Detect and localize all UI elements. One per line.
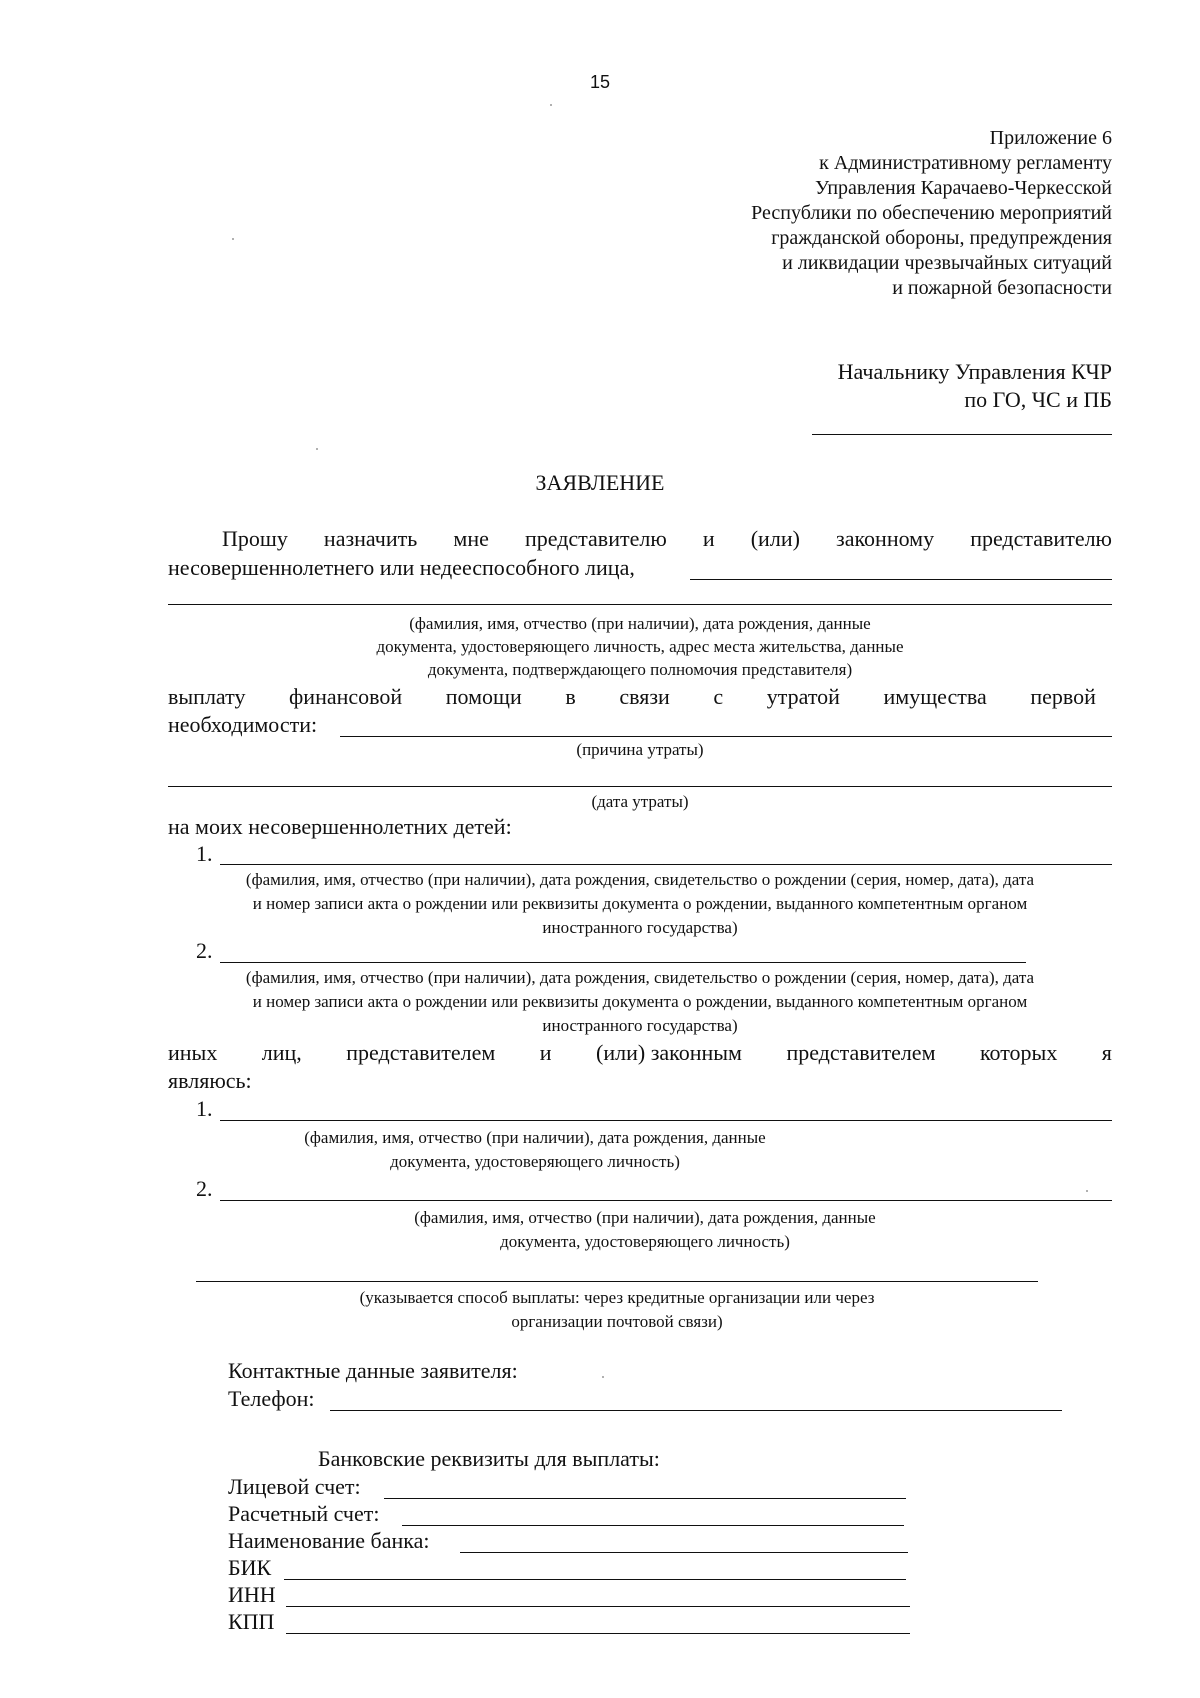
scan-speck <box>316 448 318 450</box>
bik-field[interactable] <box>284 1579 906 1580</box>
loss-reason-hint: (причина утраты) <box>576 740 704 759</box>
children-heading: на моих несовершеннолетних детей: <box>168 814 512 839</box>
child-1-field[interactable] <box>220 864 1112 865</box>
hint-line: документа, удостоверяющего личность, адрес места жительства, данные <box>376 637 904 656</box>
appendix-line: и ликвидации чрезвычайных ситуаций <box>782 252 1112 274</box>
request-line-2: несовершеннолетнего или недееспособного лица, <box>168 555 635 580</box>
others-line-2: являюсь: <box>168 1068 252 1093</box>
loss-reason-field[interactable] <box>340 736 1112 737</box>
child-2-hint <box>168 966 1112 1038</box>
appendix-line: Приложение 6 <box>989 127 1112 149</box>
settlement-account-field[interactable] <box>402 1525 904 1526</box>
hint-line: документа, удостоверяющего личность) <box>390 1152 680 1171</box>
inn-label: ИНН <box>228 1582 276 1607</box>
hint-line: иностранного государства) <box>542 1016 738 1035</box>
phone-label: Телефон: <box>228 1386 315 1411</box>
other-1-field[interactable] <box>220 1120 1112 1121</box>
payment-line-1 <box>168 684 1096 710</box>
addressee-signature-field[interactable] <box>812 434 1112 435</box>
scan-speck <box>550 104 552 106</box>
representative-hint <box>168 612 1112 681</box>
request-word: (или) <box>750 526 800 551</box>
payment-word: связи <box>619 684 670 709</box>
bik-label: БИК <box>228 1555 272 1580</box>
child-2-number: 2. <box>196 938 213 963</box>
hint-line: (фамилия, имя, отчество (при наличии), дата рождения, данные <box>304 1128 766 1147</box>
settlement-account-label: Расчетный счет: <box>228 1501 380 1526</box>
addressee-block <box>838 358 1112 414</box>
scan-speck <box>1086 1190 1088 1192</box>
hint-line: и номер записи акта о рождении или реквизиты документа о рождении, выданного компетентным органом <box>252 894 1028 913</box>
other-2-field[interactable] <box>220 1200 1112 1201</box>
hint-line: документа, удостоверяющего личность) <box>500 1232 790 1251</box>
kpp-label: КПП <box>228 1609 275 1634</box>
request-word: назначить <box>323 526 418 551</box>
hint-line: (фамилия, имя, отчество (при наличии), дата рождения, свидетельство о рождении (серия, номер, дата), дата <box>245 968 1035 987</box>
request-word: и <box>702 526 715 551</box>
payment-word: имущества <box>883 684 987 709</box>
payment-method-field[interactable] <box>196 1281 1038 1282</box>
child-1-hint <box>168 868 1112 940</box>
phone-field[interactable] <box>330 1410 1062 1411</box>
hint-line: (фамилия, имя, отчество (при наличии), дата рождения, данные <box>414 1208 876 1227</box>
child-1-number: 1. <box>196 841 213 866</box>
other-1-hint <box>210 1126 860 1174</box>
hint-line: (указывается способ выплаты: через кредитные организации или через <box>359 1288 875 1307</box>
payment-word: выплату <box>168 684 246 709</box>
hint-line: и номер записи акта о рождении или реквизиты документа о рождении, выданного компетентным органом <box>252 992 1028 1011</box>
others-word: иных <box>168 1040 218 1065</box>
hint-line: (фамилия, имя, отчество (при наличии), дата рождения, данные <box>409 614 871 633</box>
appendix-line: и пожарной безопасности <box>892 277 1112 299</box>
appendix-block <box>751 126 1112 301</box>
bank-name-field[interactable] <box>460 1552 908 1553</box>
document-title: ЗАЯВЛЕНИЕ <box>535 470 665 495</box>
appendix-line: Управления Карачаево-Черкесской <box>814 177 1112 199</box>
scan-speck <box>602 1376 604 1378</box>
representative-field-2[interactable] <box>168 604 1112 605</box>
personal-account-field[interactable] <box>384 1498 906 1499</box>
others-word: которых <box>979 1040 1058 1065</box>
contacts-heading: Контактные данные заявителя: <box>228 1358 518 1383</box>
loss-date-hint: (дата утраты) <box>591 792 689 811</box>
payment-word: первой <box>1030 684 1096 709</box>
hint-line: иностранного государства) <box>542 918 738 937</box>
others-word: представителем <box>346 1040 496 1065</box>
scan-speck <box>232 238 234 240</box>
loss-date-field[interactable] <box>168 786 1112 787</box>
other-2-number: 2. <box>196 1176 213 1201</box>
payment-line-2: необходимости: <box>168 712 318 737</box>
request-word: законному <box>836 526 935 551</box>
request-line-1 <box>222 526 1112 552</box>
page-number: 15 <box>589 72 611 92</box>
request-word: представителю <box>524 526 667 551</box>
addressee-line-1: Начальнику Управления КЧР <box>837 359 1112 384</box>
others-line-1 <box>168 1040 1112 1066</box>
appendix-line: гражданской обороны, предупреждения <box>771 227 1112 249</box>
others-word: я <box>1101 1040 1112 1065</box>
hint-line: документа, подтверждающего полномочия представителя) <box>427 660 853 679</box>
payment-word: утратой <box>766 684 840 709</box>
payment-word: с <box>713 684 724 709</box>
others-word: и <box>539 1040 552 1065</box>
hint-line: организации почтовой связи) <box>511 1312 723 1331</box>
others-word: лиц, <box>261 1040 302 1065</box>
kpp-field[interactable] <box>286 1633 910 1634</box>
bank-name-label: Наименование банка: <box>228 1528 430 1553</box>
payment-word: финансовой <box>289 684 403 709</box>
addressee-line-2: по ГО, ЧС и ПБ <box>964 387 1112 412</box>
request-word: Прошу <box>222 526 288 551</box>
payment-word: помощи <box>445 684 522 709</box>
other-1-number: 1. <box>196 1096 213 1121</box>
child-2-field[interactable] <box>220 962 1026 963</box>
request-word: мне <box>453 526 489 551</box>
payment-method-hint <box>196 1286 1038 1334</box>
other-2-hint <box>320 1206 970 1254</box>
others-word: представителем <box>786 1040 936 1065</box>
hint-line: (фамилия, имя, отчество (при наличии), дата рождения, свидетельство о рождении (серия, номер, дата), дата <box>245 870 1035 889</box>
appendix-line: к Административному регламенту <box>819 152 1112 174</box>
bank-heading: Банковские реквизиты для выплаты: <box>318 1446 660 1471</box>
others-word: (или) законным <box>596 1040 742 1065</box>
payment-word: в <box>565 684 576 709</box>
appendix-line: Республики по обеспечению мероприятий <box>751 202 1112 224</box>
personal-account-label: Лицевой счет: <box>228 1474 361 1499</box>
inn-field[interactable] <box>286 1606 910 1607</box>
representative-field-1[interactable] <box>690 579 1112 580</box>
request-word: представителю <box>970 526 1112 551</box>
